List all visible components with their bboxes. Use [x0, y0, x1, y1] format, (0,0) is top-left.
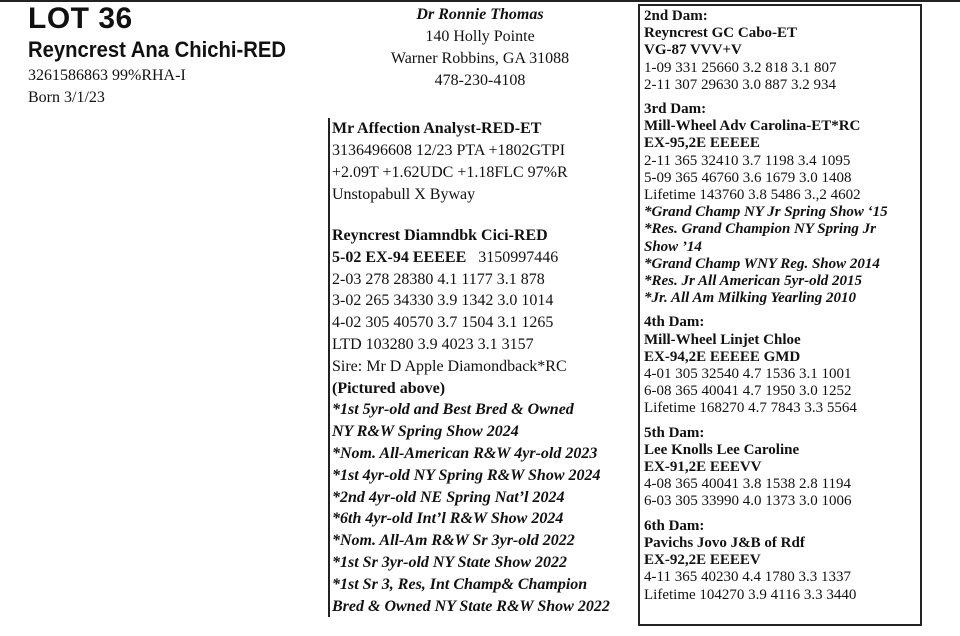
top-rule	[0, 0, 960, 2]
dam-name: Reyncrest Diamndbk Cici-RED	[332, 227, 548, 244]
second-dam-label: 2nd Dam:	[644, 8, 708, 24]
dam-award: *1st Sr 3yr-old NY State Show 2022	[332, 553, 567, 571]
sixth-dam-label: 6th Dam:	[644, 517, 705, 534]
dam-classification: 5-02 EX-94 EEEEE	[332, 248, 467, 266]
third-dam-award: *Jr. All Am Milking Yearling 2010	[644, 290, 856, 307]
sixth-dam-record: Lifetime 104270 3.9 4116 3.3 3440	[644, 586, 857, 603]
dam-award: *Nom. All-Am R&W Sr 3yr-old 2022	[332, 532, 575, 550]
sire-block	[328, 118, 632, 233]
third-dam-award: *Grand Champ WNY Reg. Show 2014	[644, 255, 880, 272]
sire-name: Mr Affection Analyst-RED-ET	[332, 120, 542, 137]
fourth-dam-record: 6-08 365 40041 4.7 1950 3.0 1252	[644, 383, 852, 400]
third-dam-award: *Res. Jr All American 5yr-old 2015	[644, 273, 863, 290]
fourth-dam-record: 4-01 305 32540 4.7 1536 3.1 1001	[644, 366, 852, 383]
third-dam-name: Mill-Wheel Adv Carolina-ET*RC	[644, 118, 861, 135]
pedigree-box	[638, 4, 922, 626]
fourth-dam-section	[644, 314, 916, 417]
owner-block	[330, 4, 630, 92]
dam-sire-line: Sire: Mr D Apple Diamondback*RC	[332, 357, 567, 375]
lot-number: LOT 36	[28, 2, 133, 35]
sire-line-3: Unstopabull X Byway	[332, 186, 476, 203]
third-dam-award: *Res. Grand Champion NY Spring Jr	[644, 221, 877, 238]
second-dam-record: 2-11 307 29630 3.0 887 3.2 934	[644, 76, 836, 93]
owner-address-line1: 140 Holly Pointe	[425, 28, 535, 45]
sire-line-1: 3136496608 12/23 PTA +1802GTPI	[332, 142, 566, 159]
fifth-dam-record: 4-08 365 40041 3.8 1538 2.8 1194	[644, 476, 851, 493]
dam-record: 3-02 265 34330 3.9 1342 3.0 1014	[332, 292, 554, 310]
third-dam-label: 3rd Dam:	[644, 101, 707, 118]
sire-line-2: +2.09T +1.62UDC +1.18FLC 97%R	[332, 164, 568, 181]
dam-award: NY R&W Spring Show 2024	[332, 423, 519, 441]
dam-award: *1st 5yr-old and Best Bred & Owned	[332, 401, 574, 419]
owner-phone: 478-230-4108	[434, 72, 526, 89]
dam-record: 2-03 278 28380 4.1 1177 3.1 878	[332, 270, 545, 288]
second-dam-section	[644, 8, 916, 94]
sixth-dam-section	[644, 518, 916, 604]
third-dam-section	[644, 101, 916, 307]
sixth-dam-record: 4-11 365 40230 4.4 1780 3.3 1337	[644, 569, 851, 586]
third-dam-award: *Grand Champ NY Jr Spring Show ‘15	[644, 204, 888, 221]
fifth-dam-section	[644, 425, 916, 511]
third-dam-classification: EX-95,2E EEEEE	[644, 135, 760, 152]
fourth-dam-name: Mill-Wheel Linjet Chloe	[644, 331, 801, 348]
animal-name: Reyncrest Ana Chichi-RED	[28, 37, 286, 62]
animal-registration: 3261586863 99%RHA-I	[28, 67, 186, 84]
third-dam-award: Show ’14	[644, 238, 702, 255]
dam-award: Bred & Owned NY State R&W Show 2022	[332, 597, 610, 615]
dam-award: *2nd 4yr-old NE Spring Nat’l 2024	[332, 488, 565, 506]
third-dam-record: 5-09 365 46760 3.6 1679 3.0 1408	[644, 169, 852, 186]
dam-record: LTD 103280 3.9 4023 3.1 3157	[332, 335, 534, 353]
fourth-dam-classification: EX-94,2E EEEEE GMD	[644, 348, 801, 365]
fifth-dam-name: Lee Knolls Lee Caroline	[644, 441, 800, 458]
dam-award: *1st Sr 3, Res, Int Champ& Champion	[332, 575, 588, 593]
owner-name: Dr Ronnie Thomas	[416, 6, 544, 23]
fourth-dam-label: 4th Dam:	[644, 314, 705, 331]
dam-classification-line	[332, 247, 637, 269]
fourth-dam-record: Lifetime 168270 4.7 7843 3.3 5564	[644, 400, 857, 417]
dam-block	[328, 225, 637, 617]
dam-award: *6th 4yr-old Int’l R&W Show 2024	[332, 510, 564, 528]
third-dam-record: Lifetime 143760 3.8 5486 3.,2 4602	[644, 187, 861, 204]
third-dam-record: 2-11 365 32410 3.7 1198 3.4 1095	[644, 152, 851, 169]
owner-address-line2: Warner Robbins, GA 31088	[390, 50, 570, 67]
sixth-dam-name: Pavichs Jovo J&B of Rdf	[644, 534, 805, 551]
dam-registration: 3150997446	[478, 248, 559, 266]
fifth-dam-record: 6-03 305 33990 4.0 1373 3.0 1006	[644, 493, 852, 510]
fifth-dam-label: 5th Dam:	[644, 424, 705, 441]
fifth-dam-classification: EX-91,2E EEEVV	[644, 459, 762, 476]
dam-pictured-note: (Pictured above)	[332, 379, 446, 397]
animal-birthdate: Born 3/1/23	[28, 89, 105, 106]
second-dam-name: Reyncrest GC Cabo-ET	[644, 25, 798, 42]
second-dam-classification: VG-87 VVV+V	[644, 42, 742, 59]
dam-award: *Nom. All-American R&W 4yr-old 2023	[332, 444, 598, 462]
sixth-dam-classification: EX-92,2E EEEEV	[644, 552, 761, 569]
dam-award: *1st 4yr-old NY Spring R&W Show 2024	[332, 466, 601, 484]
dam-record: 4-02 305 40570 3.7 1504 3.1 1265	[332, 314, 554, 332]
second-dam-record: 1-09 331 25660 3.2 818 3.1 807	[644, 59, 837, 76]
